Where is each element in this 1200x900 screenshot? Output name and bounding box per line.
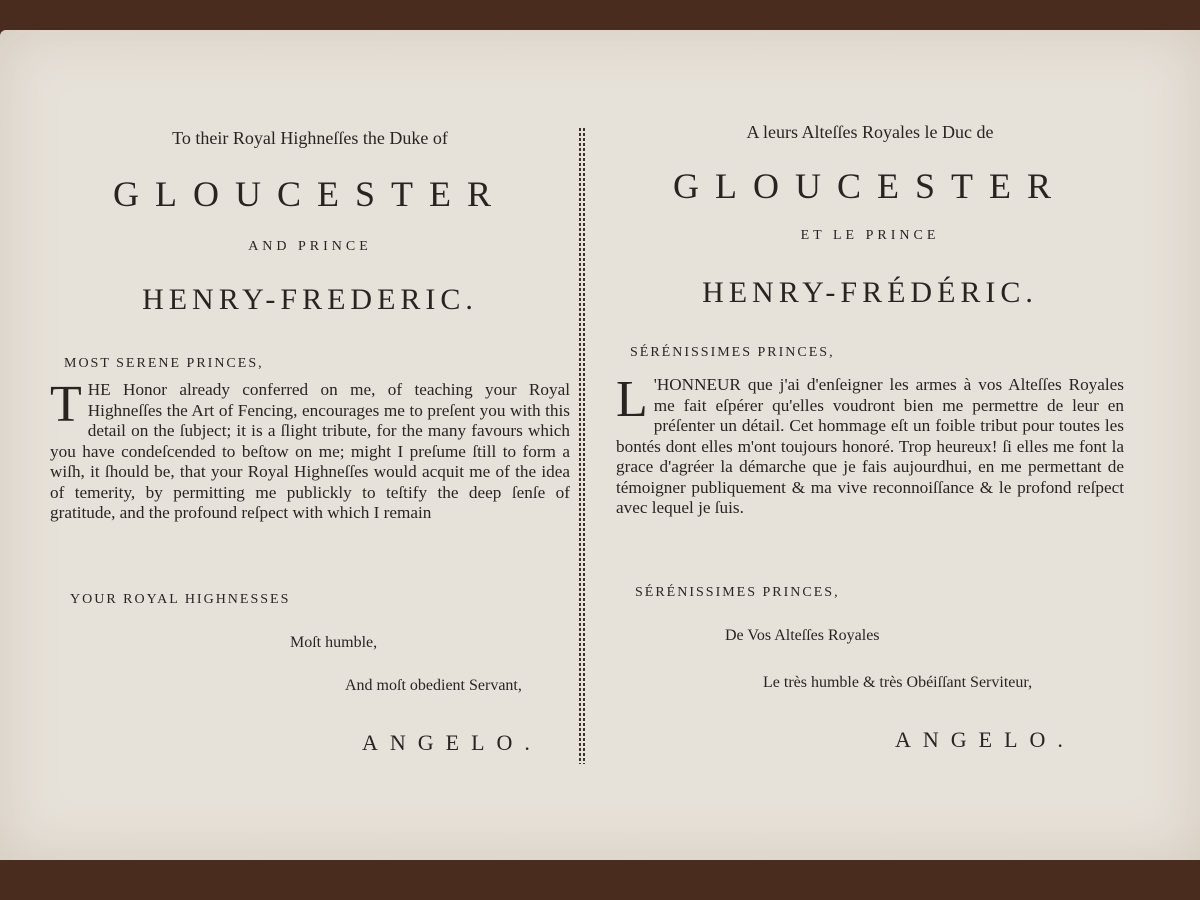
dedication-body — [616, 371, 1124, 519]
duke-title: GLOUCESTER — [113, 174, 507, 214]
column-divider — [579, 128, 585, 764]
dedication-address: To their Royal Highneſſes the Duke of — [172, 128, 448, 148]
signature: ANGELO. — [895, 727, 1075, 752]
and-prince-label: AND PRINCE — [248, 239, 372, 254]
closing-humble: Moſt humble, — [290, 634, 378, 651]
closing-salutation: YOUR ROYAL HIGHNESSES — [70, 592, 291, 607]
drop-cap: L — [616, 371, 648, 428]
closing-royal: De Vos Alteſſes Royales — [725, 627, 880, 644]
drop-cap: T — [50, 376, 82, 433]
body-text: 'HONNEUR que j'ai d'enſeigner les armes à vos Alteſſes Royales me fait eſpérer qu'elles voudront bien me permettre de leur en préſenter un détail. Cet hommage eſt un foible tribut pour toutes les bontés dont elles m'ont toujours honoré. Trop heureux! ſi elles me font la grace d'agréer la démarche que je fais aujourdhui, en me permettant de témoigner publiquement & ma vive reconnoiſſance & le profond reſpect avec lequel je ſuis. — [616, 375, 1124, 517]
prince-name: HENRY-FREDERIC. — [142, 283, 478, 316]
signature: ANGELO. — [362, 730, 542, 755]
dedication-body — [50, 376, 570, 524]
body-text: HE Honor already conferred on me, of teaching your Royal Highneſſes the Art of Fencing, encourages me to preſent you with this detail on the ſubject; it is a ſlight tribute, for the many favours which you have condeſcended to beſtow on me; might I preſume ſtill to form a wiſh, it ſhould be, that your Royal Highneſſes would acquit me of the idea of temerity, by permitting me publickly to teſtify the deep ſenſe of gratitude, and the profound reſpect with which I remain — [50, 380, 570, 522]
duke-title: GLOUCESTER — [673, 166, 1067, 206]
salutation: MOST SERENE PRINCES, — [64, 356, 264, 371]
and-prince-label: ET LE PRINCE — [800, 228, 940, 243]
closing-servant: Le très humble & très Obéiſſant Serviteur, — [763, 674, 1033, 691]
closing-servant: And moſt obedient Servant, — [345, 677, 522, 694]
closing-salutation: SÉRÉNISSIMES PRINCES, — [635, 585, 840, 600]
dedication-address: A leurs Alteſſes Royales le Duc de — [746, 122, 994, 142]
prince-name: HENRY-FRÉDÉRIC. — [702, 276, 1038, 309]
book-page — [0, 30, 1200, 860]
salutation: SÉRÉNISSIMES PRINCES, — [630, 345, 835, 360]
